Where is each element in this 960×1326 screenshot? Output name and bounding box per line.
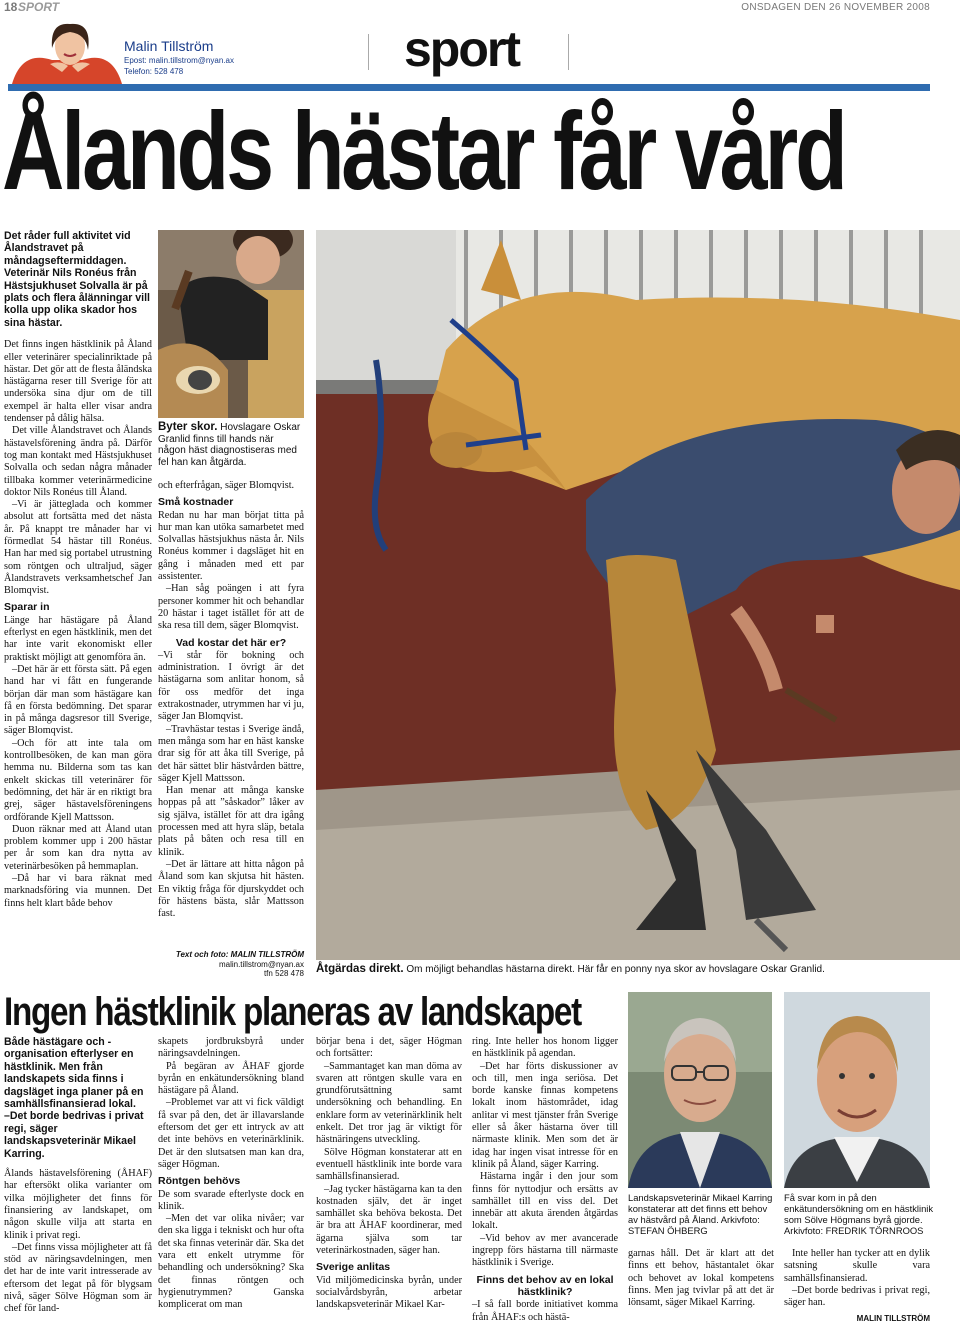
paragraph: –Det här är ett första sätt. På egen hand har vi fått en fungerande början där man som hästägare kan få en första bedömning. Det sparar in på många dagsresor till Sverige, säger Blomqvist.: [4, 663, 152, 737]
horse-farrier-photo: [316, 230, 960, 960]
second-column-5: [628, 1248, 774, 1309]
second-ingress-quote: –Det borde bedrivas i privat regi, säger landskapsveterinär Mikael Karring.: [4, 1110, 144, 1160]
photo-credit: [158, 950, 304, 979]
portrait-1-caption: Landskapsveterinär Mikael Karring konstaterar att det finns ett behov av hästvård på Åland. Arkivfoto: STEFAN ÖHBERG: [628, 1192, 773, 1236]
portrait-2-caption: Få svar kom in på den enkätundersökning om en hästklinik som Sölve Högmans byrå gjorde. Arkivfoto: FREDRIK TÖRNROOS: [784, 1192, 934, 1236]
paragraph: –Och för att inte tala om kontrollbesöken, de kan man göra hemma nu. Bilderna som tas kan enkelt skickas till veterinärer för bedömning, det här är en riktigt bra grej, säger hästavelsföreningens ordförande Kjell Mattsson.: [4, 737, 152, 823]
credit-phone: tfn 528 478: [263, 969, 304, 978]
second-column-3: [316, 1036, 462, 1312]
farrier-photo: [158, 230, 304, 418]
second-column-4: [472, 1036, 618, 1324]
paragraph: och efterfrågan, säger Blomqvist.: [158, 480, 295, 491]
question-heading: Finns det behov av en lokal hästklinik?: [476, 1273, 614, 1298]
paragraph: –Men det var olika nivåer; var den ska ligga i tekniskt och hur ofta det ska finnas veterinär där. Ska det vara ett enkelt utrymme för behandling och undersökning? Ska det finnas röntgen och hygienutrymmen? Ganska komplicerat om man: [158, 1213, 304, 1311]
paragraph: Sölve Högman konstaterar att en eventuell hästklinik inte borde vara samhällsfinansierad.: [316, 1146, 462, 1183]
paragraph: Ålands hästavelsförening (ÅHAF) har eftersökt olika varianter om vilka möjligheter det finns för finansiering av landskapet, om någon skulle vilja att starta en klinik i privat regi.: [4, 1168, 152, 1241]
paragraph: –Det borde bedrivas i privat regi, säger han.: [784, 1284, 930, 1309]
paragraph: Hästarna ingår i den jour som finns för nyttodjur och ersätts av samhället till en viss del. Det innebär att akuta ärenden åtgärdas lokalt.: [472, 1171, 618, 1232]
paragraph: –I så fall borde initiativet komma från ÅHAF:s och hästä-: [472, 1299, 618, 1323]
paragraph: Han menar att många kanske hoppas på att ”såskador” låker av sig själva, istället för att dra igång processen med att hyra släp, betala plats på båten och resa till en klinik.: [158, 785, 304, 858]
caption-text: Hovslagare Oskar Granlid finns till hands när någon häst diagnostiseras med fel han kan åtgärda.: [158, 422, 301, 468]
author-email[interactable]: Epost: malin.tillstrom@nyan.ax: [124, 56, 234, 65]
caption-text: Om möjligt behandlas hästarna direkt. Här får en ponny nya skor av hovslagare Oskar Granlid.: [406, 964, 825, 975]
paragraph: På begäran av ÅHAF gjorde byrån en enkätundersökning bland hästägare på Åland.: [158, 1060, 304, 1097]
paragraph: –Travhästar testas i Sverige ändå, men många som har en häst kanske drar sig för att åka till Sverige, på det här sättet blir hästvården bättre, säger Kjell Mattsson.: [158, 723, 304, 784]
paragraph: skapets jordbruksbyrå under näringsavdelningen.: [158, 1036, 304, 1060]
credit-email[interactable]: malin.tillstrom@nyan.ax: [218, 959, 304, 969]
second-column-2: [158, 1036, 304, 1312]
second-ingress: Både hästägare och -organisation efterlyser en hästklinik. Men från landskapets sida finns i dagsläget inga planer på en samhällsfinansierad lokal.: [4, 1036, 144, 1111]
paragraph: –Vi är jätteglada och kommer absolut att fortsätta med det nästa år. På knappt tre månader har vi förmedlat 54 hästar till Ronéus. Han har med sig portabel utrustning som röntgen och ultraljud, säger Ålandstravets verksamhetschef Jan Blomqvist.: [4, 499, 152, 597]
author-name: Malin Tillström: [124, 38, 214, 54]
divider-right: [568, 34, 569, 70]
paragraph: Vid miljömedicinska byrån, under socialvårdsbyrån, arbetar landskapsveterinär Mikael Kar-: [316, 1274, 462, 1311]
page-number: 18: [4, 0, 18, 14]
section-label: SPORT: [18, 0, 60, 14]
caption-title: Åtgärdas direkt.: [316, 963, 404, 975]
paragraph: –Sammantaget kan man döma av svaren att röntgen skulle vara en grundförutsättning samt undersökning och behandling. En enklare form av veterinärklinik helt enkelt. Det tror jag är viktigt för hästnäringens utveckling.: [316, 1060, 462, 1146]
section-title: sport: [404, 21, 519, 77]
paragraph: –Han såg poängen i att fyra personer kommer hit och behandlar 20 hästar i taget istället för att de ska resa till dem, säger Blomqvist.: [158, 583, 304, 632]
credit-byline: Text och foto: MALIN TILLSTRÖM: [175, 950, 304, 959]
subheading: Små kostnader: [158, 496, 234, 509]
second-column-6: [784, 1248, 930, 1326]
paragraph: –Det har förts diskussioner av och till, men inga seriösa. Det borde kanske finnas kompetens lokalt inom hästområdet, idag anlitar vi mest tjänster från Sverige eller så åker hästarna över till närmaste klinik. Men som det är idag har ingen visat intresse för en klinik på Åland, säger Karring.: [472, 1060, 618, 1170]
paragraph: –Då har vi bara räknat med marknadsföring via munnen. Det finns helt klart både behov: [4, 873, 152, 909]
paragraph: Duon räknar med att Åland utan problem kommer upp i 200 hästar per år som kan dra nytta av veterinärbesöken på hemmaplan.: [4, 823, 152, 872]
second-column-1: [4, 1036, 152, 1316]
paragraph: –Vid behov av mer avancerade ingrepp förs hästarna till närmaste hästklinik i Sverige.: [472, 1232, 618, 1269]
article-ingress: Det råder full aktivitet vid Ålandstravet på måndagseftermiddagen. Veterinär Nils Ronéus från Hästsjukhuset Solvalla är på plats och flera ålänningar vill kolla upp olika skador hos sina hästar.: [4, 230, 151, 329]
author-phone: Telefon: 528 478: [124, 67, 184, 76]
caption-title: Byter skor.: [158, 421, 218, 433]
subheading: Sverige anlitas: [316, 1261, 391, 1274]
paragraph: Redan nu har man börjat titta på hur man kan utöka samarbetet med Solvallas hästsjukhus nästa år. Nils Ronéus kommer i dagsläget hit en gång i månaden med ett par assistenter.: [158, 509, 304, 583]
main-headline: Ålands hästar får vård: [2, 90, 845, 213]
subheading: Sparar in: [4, 601, 50, 614]
article-column-1: [4, 230, 152, 910]
article-signature: MALIN TILLSTRÖM: [856, 1314, 930, 1324]
small-photo-caption: [158, 422, 304, 468]
paragraph: börjar bena i det, säger Högman och fortsätter:: [316, 1036, 462, 1060]
paragraph: Det finns ingen hästklinik på Åland eller veterinärer specialinriktade på hästar. Det gör att de flesta åländska hästägarna reser till Sverige för att undersöka sina djur om de till exempel är halta eller visar andra tendenser på dålig hälsa.: [4, 339, 152, 425]
paragraph: –Det finns vissa möjligheter att få stöd av näringsavdelningen, men det har de inte varit intresserade av eftersom det legat på för blygsam nivå, säger Sölve Högman som är chef för land-: [4, 1241, 152, 1315]
author-avatar: [12, 20, 122, 84]
author-contact: [124, 55, 234, 77]
portrait-mikael-karring: [628, 992, 772, 1188]
divider-left: [368, 34, 369, 70]
paragraph: ring. Inte heller hos honom ligger en hästklinik på agendan.: [472, 1036, 618, 1060]
large-photo-caption: [316, 964, 960, 976]
paragraph: –Problemet var att vi fick väldigt få svar på den, det är illavarslande eftersom det ger ett intryck av att det inte behövs en veterinärklinik. Det är den slutsatsen man kan dra, säger Högman.: [158, 1097, 304, 1170]
article-column-2: [158, 480, 304, 920]
question-heading: Vad kostar det här er?: [175, 636, 287, 649]
issue-date: ONSDAGEN DEN 26 NOVEMBER 2008: [741, 2, 930, 13]
paragraph: –Det är lättare att hitta någon på Åland som kan skjutsa hit hästen. En viktig fråga för djurskyddet och för hästens bästa, slår Mattsson fast.: [158, 858, 304, 920]
paragraph: –Vi står för bokning och administration. I övrigt är det hästägarna som anlitar honom, så för oss medför det inga extrakostnader, utrymmen har vi ju, säger Jan Blomqvist.: [158, 649, 304, 723]
paragraph: Det ville Ålandstravet och Ålands hästavelsförening ändra på. Därför tog man kontakt med Hästsjukhuset Solvalla och sedan några månader tillbaka kommer veterinärmedicine doktor Nils Ronéus till Åland.: [4, 425, 152, 498]
paragraph: Inte heller han tycker att en dylik satsning skulle vara samhällsfinansierad.: [784, 1248, 930, 1284]
paragraph: Länge har hästägare på Åland efterlyst en egen hästklinik, men det har inte varit ekonomiskt eller praktiskt möjligt att genomföra än.: [4, 614, 152, 663]
paragraph: garnas håll. Det är klart att det finns ett behov, hästantalet ökar och behovet av lokal kompetens finns. Men jag tvivlar på att det är lönsamt, säger Mikael Karring.: [628, 1248, 774, 1309]
subheading: Röntgen behövs: [158, 1175, 241, 1188]
paragraph: De som svarade efterlyste dock en klinik.: [158, 1188, 304, 1212]
paragraph: –Jag tycker hästägarna kan ta den kostnaden själv, det är inget samhället ska behöva bekosta. Det är bra att ÅHAF koordinerar, med ägarna själva som tar veterinärkostnaden, säger han.: [316, 1183, 462, 1257]
portrait-solve-hogman: [784, 992, 930, 1188]
second-headline: Ingen hästklinik planeras av landskapet: [4, 990, 581, 1034]
